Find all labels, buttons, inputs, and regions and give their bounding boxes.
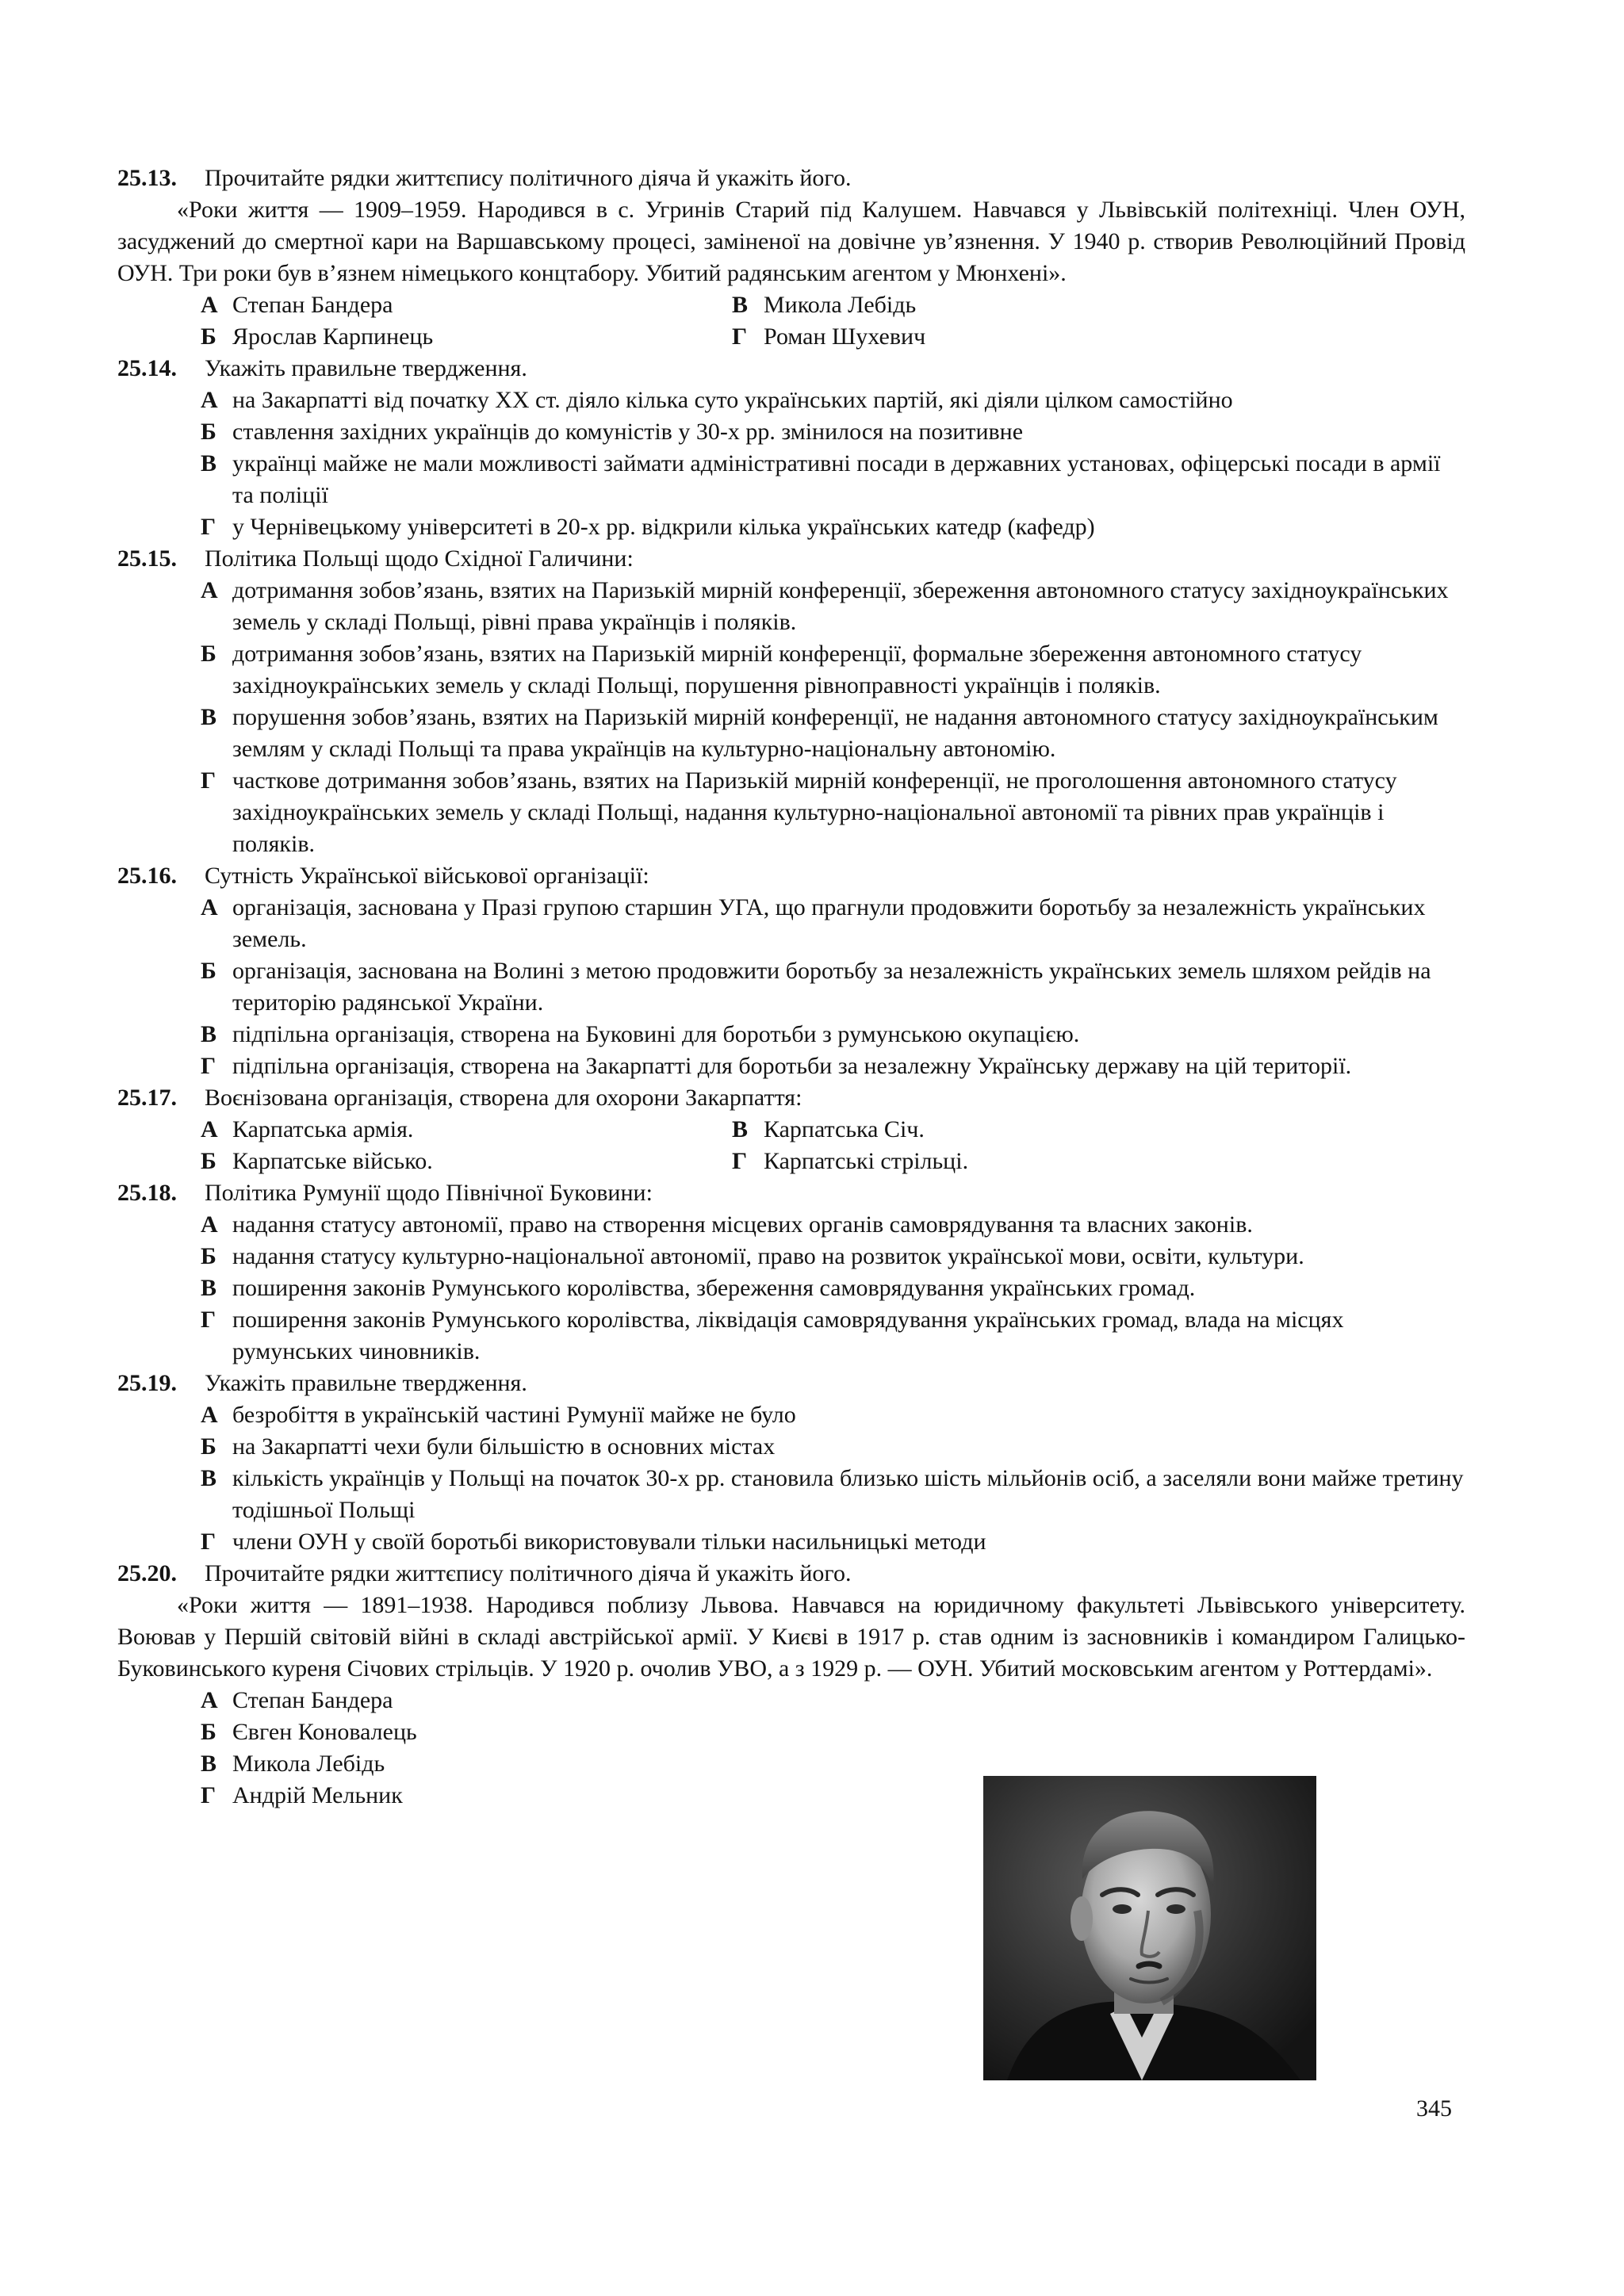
answer-option[interactable]: [201, 1685, 1465, 1716]
answer-option[interactable]: [201, 1463, 1465, 1526]
option-text: поширення законів Румунського королівства, збереження самоврядування українських громад.: [232, 1275, 1196, 1301]
biography-text: «Роки життя — 1909–1959. Народився в с. Угринів Старий під Калушем. Навчався у Львівській політехніці. Член ОУН, засуджений до смертної кари на Варшавському процесі, заміненої на довічне ув’язнення. У 1940 р. створив Революційний Провід ОУН. Три роки був в’язнем німецького концтабору. Убитий радянським агентом у Мюнхені».: [117, 197, 1465, 286]
option-letter: Г: [201, 1529, 216, 1555]
answer-option[interactable]: [201, 955, 1465, 1019]
biography-text: «Роки життя — 1891–1938. Народився поблизу Львова. Навчався на юридичному факультеті Львівського університету. Воював у Першій світовій війні в складі австрійської армії. У Києві в 1917 р. став одним із засновників і командиром Галицько-Буковинського куреня Січових стрільців. У 1920 р. очолив УВО, а з 1929 р. — ОУН. Убитий московським агентом у Роттердамі».: [117, 1592, 1465, 1682]
answer-option[interactable]: [201, 511, 1465, 543]
option-letter: В: [732, 292, 749, 318]
option-text: Степан Бандера: [232, 292, 393, 318]
option-text: ставлення західних українців до комуністів у 30-х рр. змінилося на позитивне: [232, 419, 1024, 445]
option-letter: В: [201, 704, 217, 730]
answer-option[interactable]: [201, 1272, 1465, 1304]
question-prompt: Прочитайте рядки життєпису політичного діяча й укажіть його.: [205, 165, 852, 191]
question-25-20: [117, 1558, 1465, 1812]
question-prompt: Політика Польщі щодо Східної Галичини:: [205, 545, 634, 572]
option-text: Карпатська Січ.: [764, 1116, 925, 1142]
question-number: 25.13.: [117, 165, 177, 191]
option-text: Євген Коновалець: [232, 1719, 417, 1745]
option-text: кількість українців у Польщі на початок 30-х рр. становила близько шість мільйонів осіб, а заселяли вони майже третину тодішньої Польщі: [232, 1465, 1464, 1523]
option-letter: А: [201, 577, 218, 603]
option-text: Микола Лебідь: [764, 292, 917, 318]
question-prompt: Прочитайте рядки життєпису політичного діяча й укажіть його.: [205, 1560, 852, 1586]
answer-option[interactable]: [201, 1431, 1465, 1463]
answer-option[interactable]: [201, 765, 1465, 860]
answer-option[interactable]: [201, 321, 732, 353]
question-number: 25.17.: [117, 1085, 177, 1111]
option-text: Микола Лебідь: [232, 1751, 385, 1777]
option-text: Андрій Мельник: [232, 1782, 403, 1808]
answer-option[interactable]: [201, 575, 1465, 638]
page-content: [117, 163, 1465, 1812]
answer-option[interactable]: [201, 1019, 1465, 1050]
option-text: у Чернівецькому університеті в 20-х рр. відкрили кілька українських катедр (кафедр): [232, 514, 1095, 540]
option-text: надання статусу культурно-національної автономії, право на розвиток української мови, освіти, культури.: [232, 1243, 1304, 1269]
option-letter: Г: [201, 1782, 216, 1808]
question-prompt: Політика Румунії щодо Північної Буковини:: [205, 1180, 653, 1206]
answer-option[interactable]: [201, 1748, 1465, 1780]
option-text: поширення законів Румунського королівства, ліквідація самоврядування українських громад, влада на місцях румунських чиновників.: [232, 1307, 1344, 1364]
option-letter: Б: [201, 1148, 216, 1174]
question-25-18: [117, 1177, 1465, 1368]
page-number: 345: [1416, 2095, 1452, 2122]
option-text: надання статусу автономії, право на створення місцевих органів самоврядування та власних законів.: [232, 1211, 1253, 1238]
option-text: Ярослав Карпинець: [232, 323, 434, 350]
option-letter: Б: [201, 1719, 216, 1745]
question-25-16: [117, 860, 1465, 1082]
option-letter: Г: [201, 767, 216, 794]
question-prompt: Воєнізована організація, створена для охорони Закарпаття:: [205, 1085, 802, 1111]
question-25-17: [117, 1082, 1465, 1177]
option-letter: Г: [201, 1053, 216, 1079]
option-letter: В: [201, 450, 217, 476]
option-letter: Б: [201, 958, 216, 984]
question-number: 25.18.: [117, 1180, 177, 1206]
answer-option[interactable]: [732, 289, 1208, 321]
answer-options: [117, 1114, 1465, 1177]
option-text: Степан Бандера: [232, 1687, 393, 1713]
answer-options: [117, 1209, 1465, 1368]
answer-option[interactable]: [732, 1114, 1208, 1146]
option-letter: Б: [201, 323, 216, 350]
option-letter: Г: [201, 1307, 216, 1333]
answer-options: [117, 385, 1465, 543]
question-25-13: [117, 163, 1465, 353]
option-text: часткове дотримання зобов’язань, взятих на Паризькій мирній конференції, не проголошення автономного статусу західноукраїнських земель у складі Польщі, надання культурно-національної автономії та рівних прав українців і поляків.: [232, 767, 1397, 857]
answer-options: [117, 289, 1465, 353]
option-text: підпільна організація, створена на Закарпатті для боротьби за незалежну Українську державу на цій території.: [232, 1053, 1352, 1079]
option-text: підпільна організація, створена на Буковині для боротьби з румунською окупацією.: [232, 1021, 1080, 1047]
option-letter: Г: [732, 1148, 748, 1174]
option-text: порушення зобов’язань, взятих на Паризькій мирній конференції, не надання автономного статусу західноукраїнським землям у складі Польщі та права українців на культурно-національну автономію.: [232, 704, 1438, 762]
option-letter: Б: [201, 1433, 216, 1460]
question-number: 25.20.: [117, 1560, 177, 1586]
option-text: організація, заснована на Волині з метою продовжити боротьбу за незалежність українських земель шляхом рейдів на територію радянської України.: [232, 958, 1431, 1016]
option-text: Карпатська армія.: [232, 1116, 414, 1142]
option-letter: Б: [201, 419, 216, 445]
question-number: 25.16.: [117, 863, 177, 889]
option-text: українці майже не мали можливості займати адміністративні посади в державних установах, офіцерські посади в армії та поліції: [232, 450, 1441, 508]
answer-option[interactable]: [732, 1146, 1208, 1177]
option-letter: Г: [201, 514, 216, 540]
option-letter: А: [201, 292, 218, 318]
option-letter: А: [201, 894, 218, 920]
answer-option[interactable]: [732, 321, 1208, 353]
option-letter: А: [201, 1402, 218, 1428]
option-text: організація, заснована у Празі групою старшин УГА, що прагнули продовжити боротьбу за незалежність українських земель.: [232, 894, 1426, 952]
option-letter: Б: [201, 641, 216, 667]
answer-option[interactable]: [201, 1241, 1465, 1272]
option-text: дотримання зобов’язань, взятих на Паризькій мирній конференції, збереження автономного статусу західноукраїнських земель у складі Польщі, рівні права українців і поляків.: [232, 577, 1449, 635]
answer-option[interactable]: [201, 416, 1465, 448]
question-prompt: Укажіть правильне твердження.: [205, 1370, 527, 1396]
option-letter: А: [201, 387, 218, 413]
option-letter: А: [201, 1116, 218, 1142]
question-prompt: Сутність Української військової організації:: [205, 863, 649, 889]
question-25-19: [117, 1368, 1465, 1558]
answer-option[interactable]: [201, 702, 1465, 765]
option-letter: В: [201, 1465, 217, 1491]
answer-option[interactable]: [201, 1716, 1465, 1748]
question-25-14: [117, 353, 1465, 543]
question-number: 25.14.: [117, 355, 177, 381]
option-text: Карпатське військо.: [232, 1148, 433, 1174]
answer-option[interactable]: [201, 1114, 732, 1146]
option-text: Роман Шухевич: [764, 323, 926, 350]
answer-option[interactable]: [201, 892, 1465, 955]
answer-option[interactable]: [201, 638, 1465, 702]
option-text: на Закарпатті чехи були більшістю в основних містах: [232, 1433, 776, 1460]
option-letter: А: [201, 1211, 218, 1238]
answer-options: [117, 1399, 1465, 1558]
answer-option[interactable]: [201, 448, 1465, 511]
option-text: дотримання зобов’язань, взятих на Паризькій мирній конференції, формальне збереження автономного статусу західноукраїнських земель у складі Польщі, порушення рівноправності українців і поляків.: [232, 641, 1362, 698]
answer-option[interactable]: [201, 289, 732, 321]
option-text: на Закарпатті від початку XX ст. діяло кілька суто українських партій, які діяли цілком самостійно: [232, 387, 1233, 413]
answer-option[interactable]: [201, 1050, 1465, 1082]
answer-option[interactable]: [201, 1526, 1465, 1558]
option-text: члени ОУН у своїй боротьбі використовували тільки насильницькі методи: [232, 1529, 986, 1555]
answer-options: [117, 575, 1465, 860]
option-letter: Б: [201, 1243, 216, 1269]
option-letter: В: [732, 1116, 749, 1142]
question-number: 25.15.: [117, 545, 177, 572]
option-letter: В: [201, 1275, 217, 1301]
answer-option[interactable]: [201, 385, 1465, 416]
option-letter: В: [201, 1751, 217, 1777]
option-letter: Г: [732, 323, 748, 350]
option-letter: В: [201, 1021, 217, 1047]
option-text: безробіття в українській частині Румунії майже не було: [232, 1402, 796, 1428]
question-number: 25.19.: [117, 1370, 177, 1396]
answer-option[interactable]: [201, 1209, 1465, 1241]
question-prompt: Укажіть правильне твердження.: [205, 355, 527, 381]
question-25-15: [117, 543, 1465, 860]
answer-options: [117, 892, 1465, 1082]
answer-option[interactable]: [201, 1146, 732, 1177]
portrait-photo: [983, 1776, 1316, 2080]
answer-option[interactable]: [201, 1399, 1465, 1431]
answer-option[interactable]: [201, 1304, 1465, 1368]
option-letter: А: [201, 1687, 218, 1713]
option-text: Карпатські стрільці.: [764, 1148, 969, 1174]
